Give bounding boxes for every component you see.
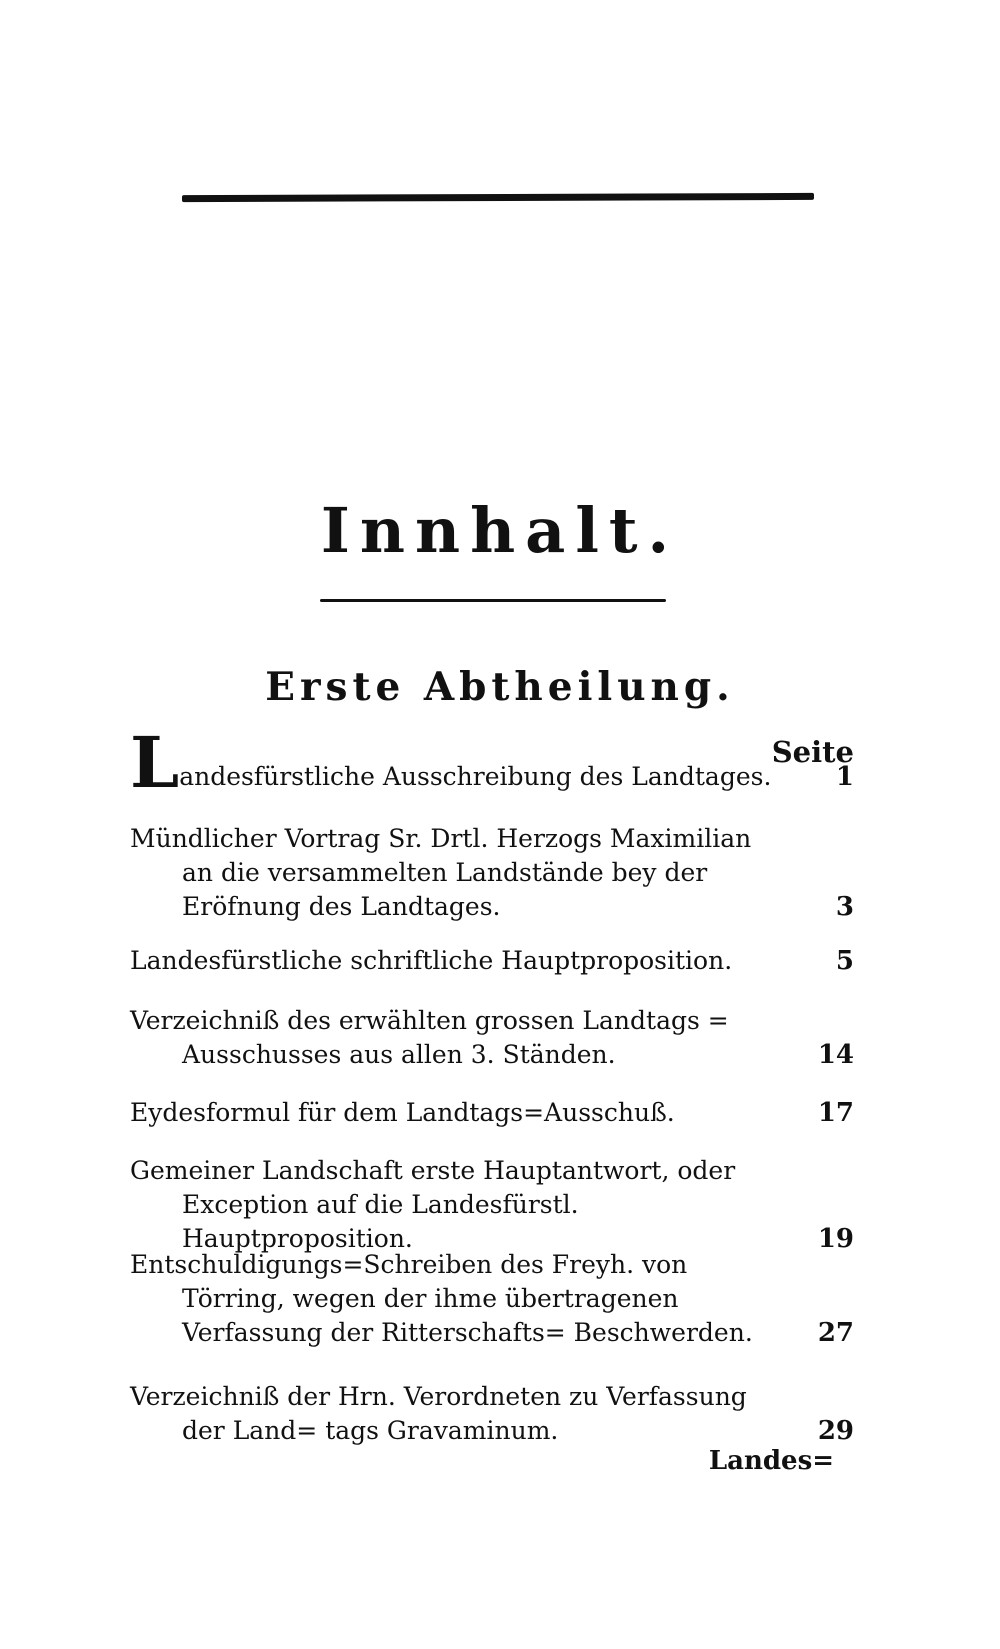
toc-entry-page: 14 xyxy=(817,1040,854,1070)
page-column-header: Seite xyxy=(771,735,854,769)
toc-entry xyxy=(130,944,854,978)
toc-entry-text: Landesfürstliche Ausschreibung des Landtages. xyxy=(130,721,772,804)
title-rule xyxy=(320,599,666,602)
toc-entry-text: Verzeichniß des erwählten grossen Landtags = Ausschusses aus allen 3. Ständen. xyxy=(130,1006,729,1069)
section-heading: Erste Abtheilung. xyxy=(265,664,735,710)
toc-entry-page: 3 xyxy=(835,892,854,922)
drop-cap: L xyxy=(130,721,180,804)
toc-entry xyxy=(130,1096,854,1130)
toc-entry xyxy=(130,1004,854,1072)
toc-entry xyxy=(130,1380,854,1448)
toc-entry-text: Mündlicher Vortrag Sr. Drtl. Herzogs Maximilian an die versammelten Landstände bey der Eröfnung des Landtages. xyxy=(130,824,752,921)
toc-entry-text: Eydesformul für dem Landtags=Ausschuß. xyxy=(130,1098,675,1127)
toc-entry-page: 27 xyxy=(817,1318,854,1348)
toc-entry-page: 17 xyxy=(817,1098,854,1128)
toc-entry-page: 29 xyxy=(817,1416,854,1446)
toc-entry-text: Gemeiner Landschaft erste Hauptantwort, oder Exception auf die Landesfürstl. Hauptproposition. xyxy=(130,1156,736,1253)
toc-entry xyxy=(130,822,854,924)
toc-entry-text: Entschuldigungs=Schreiben des Freyh. von Törring, wegen der ihme übertragenen Verfassung der Ritterschafts= Beschwerden. xyxy=(130,1250,753,1347)
toc-entry-page: 19 xyxy=(817,1224,854,1254)
catchword: Landes= xyxy=(708,1446,834,1476)
toc-entry-page: 1 xyxy=(835,762,854,792)
toc-entry-page: 5 xyxy=(835,946,854,976)
toc-entry-text: Landesfürstliche schriftliche Hauptproposition. xyxy=(130,946,733,975)
toc-entry-text: Verzeichniß der Hrn. Verordneten zu Verfassung der Land= tags Gravaminum. xyxy=(130,1382,747,1445)
toc-entry xyxy=(130,1154,854,1256)
top-rule xyxy=(182,193,814,202)
toc-entry xyxy=(130,1248,854,1350)
page-title: Innhalt. xyxy=(320,494,680,567)
